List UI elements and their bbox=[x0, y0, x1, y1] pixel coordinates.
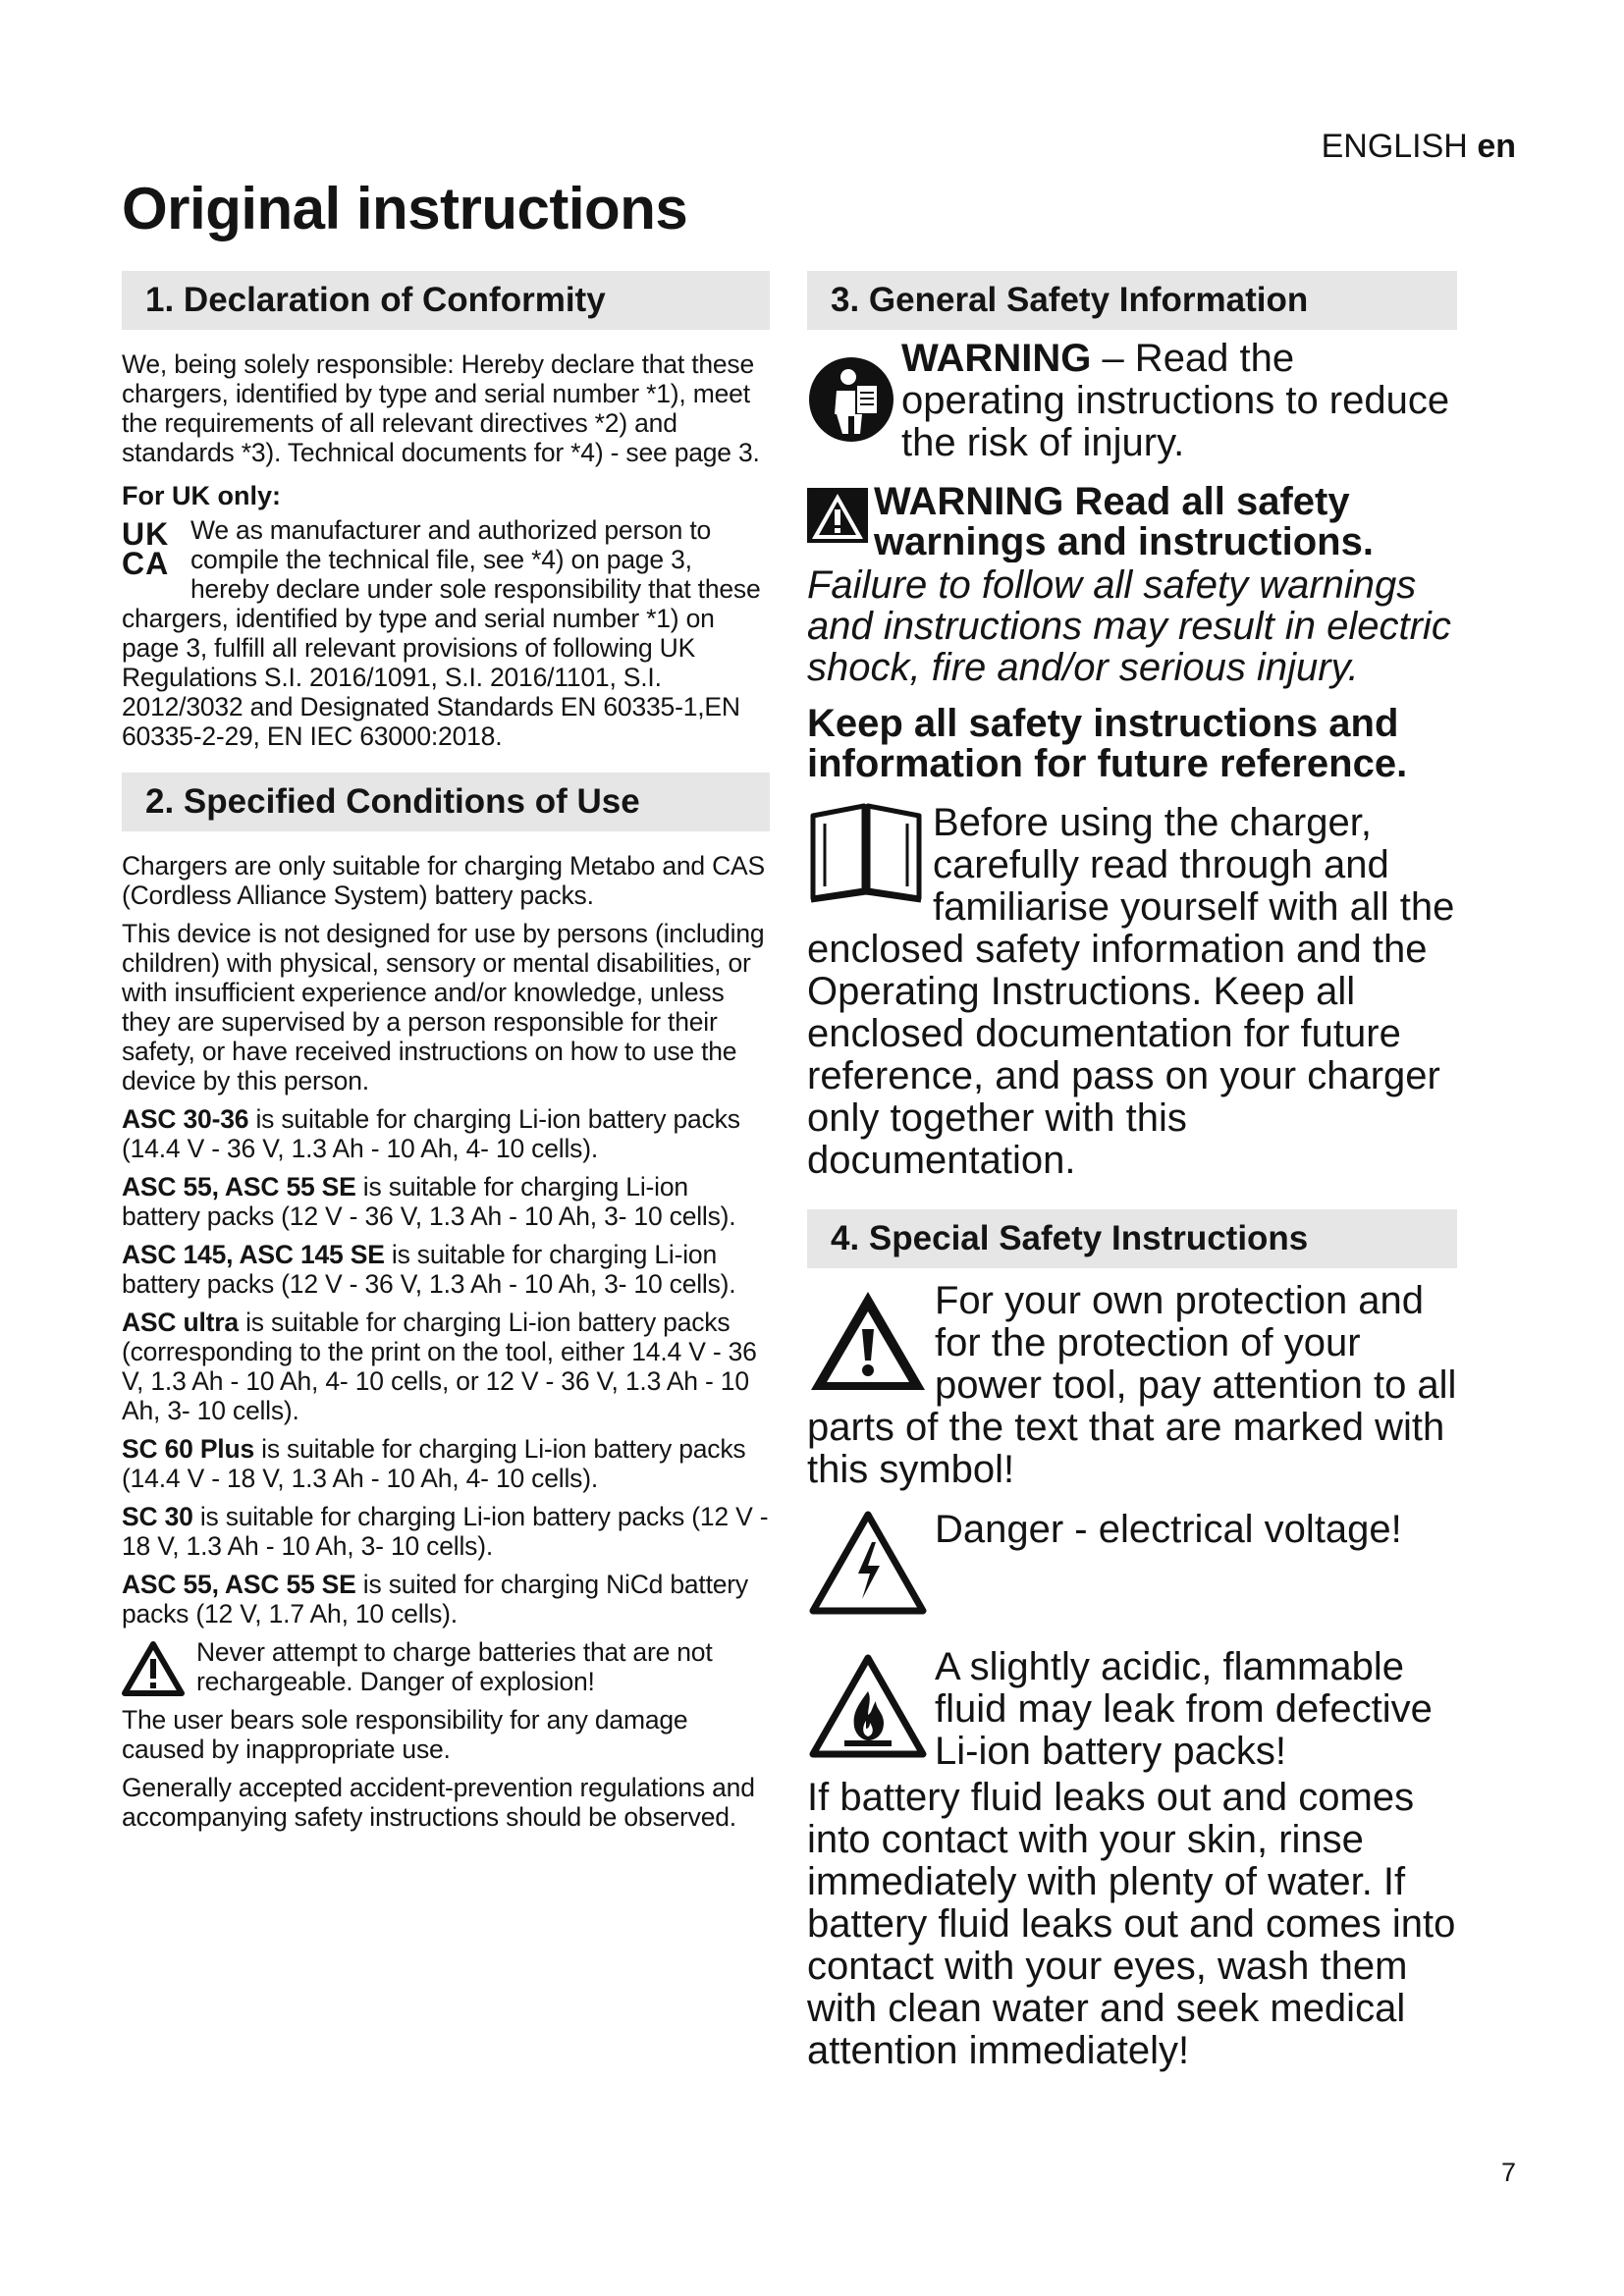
model-paragraph: ASC 55, ASC 55 SE is suited for charging NiCd battery packs (12 V, 1.7 Ah, 10 cells). bbox=[122, 1570, 748, 1629]
model-name: ASC 145, ASC 145 SE bbox=[122, 1240, 385, 1269]
model-paragraph: ASC 30-36 is suitable for charging Li-ion battery packs (14.4 V - 36 V, 1.3 Ah - 10 Ah, 4- 10 cells). bbox=[122, 1104, 740, 1163]
flammable-warning bbox=[807, 1646, 1457, 1773]
explosion-warning bbox=[122, 1637, 770, 1705]
warning-triangle-icon bbox=[122, 1641, 185, 1696]
model-name: ASC 30-36 bbox=[122, 1104, 249, 1134]
model-name: ASC 55, ASC 55 SE bbox=[122, 1570, 356, 1599]
language-code: en bbox=[1477, 128, 1516, 165]
responsibility-text: The user bears sole responsibility for any damage caused by inappropriate use. bbox=[122, 1705, 688, 1764]
electrical-danger-text: Danger - electrical voltage! bbox=[935, 1508, 1402, 1551]
symbol-attention bbox=[807, 1280, 1457, 1491]
flammable-icon bbox=[807, 1652, 929, 1762]
uk-only-heading: For UK only: bbox=[122, 481, 281, 510]
language-name: ENGLISH bbox=[1321, 128, 1468, 165]
keep-instructions-text: Keep all safety instructions and information for future reference. bbox=[807, 702, 1408, 785]
battery-fluid-instructions: If battery fluid leaks out and comes into contact with your skin, rinse immediately with plenty of water. If battery fluid leaks out and comes into contact with your eyes, wash them with clean water and seek medical attention immediately! bbox=[807, 1776, 1456, 2072]
model-paragraph: SC 60 Plus is suitable for charging Li-ion battery packs (14.4 V - 18 V, 1.3 Ah - 10 Ah, 4- 10 cells). bbox=[122, 1434, 746, 1493]
conditions-text-2: This device is not designed for use by persons (including children) with physical, sensory or mental disabilities, or with insufficient experience and/or knowledge, unless they are supervised by a person responsible for their safety, or have received instructions on how to use the device by this person. bbox=[122, 919, 765, 1095]
model-paragraph: SC 30 is suitable for charging Li-ion battery packs (12 V - 18 V, 1.3 Ah - 10 Ah, 3- 10 cells). bbox=[122, 1502, 769, 1561]
model-name: ASC ultra bbox=[122, 1308, 239, 1337]
left-column bbox=[122, 271, 770, 1841]
uk-declaration bbox=[122, 515, 770, 751]
model-name: ASC 55, ASC 55 SE bbox=[122, 1172, 356, 1201]
ukca-mark-bottom: CA bbox=[122, 546, 170, 581]
document-title: Original instructions bbox=[122, 176, 688, 241]
language-label bbox=[1322, 128, 1516, 166]
read-manual-warning bbox=[807, 338, 1457, 464]
model-paragraph: ASC ultra is suitable for charging Li-ion battery packs (corresponding to the print on the tool, either 14.4 V - 36 V, 1.3 Ah - 10 Ah, 4- 10 cells, or 12 V - 36 V, 1.3 Ah - 10 Ah, 3- 10 cells). bbox=[122, 1308, 757, 1425]
manual-info-text: Before using the charger, carefully read through and familiarise yourself with all the enclosed safety information and the Operating Instructions. Keep all enclosed documentation for future reference, and pass on your charger only together with this documentation. bbox=[807, 801, 1455, 1182]
warning-triangle-icon bbox=[807, 488, 868, 543]
right-column bbox=[807, 271, 1457, 2072]
model-paragraph: ASC 145, ASC 145 SE is suitable for charging Li-ion battery packs (12 V - 36 V, 1.3 Ah - 10 Ah, 3- 10 cells). bbox=[122, 1240, 736, 1299]
section-3-heading: 3. General Safety Information bbox=[807, 271, 1457, 330]
model-paragraph: ASC 55, ASC 55 SE is suitable for charging Li-ion battery packs (12 V - 36 V, 1.3 Ah - 10 Ah, 3- 10 cells). bbox=[122, 1172, 736, 1231]
uk-declaration-text: We as manufacturer and authorized person to compile the technical file, see *4) on page 3, hereby declare under sole responsibility that these chargers, identified by type and serial number *1) on page 3, fulfill all relevant provisions of following UK Regulations S.I. 2016/1091, S.I. 2016/1101, S.I. 2012/3032 and Designated Standards EN 60335-1,EN 60335-2-29, EN IEC 63000:2018. bbox=[122, 515, 761, 751]
regulations-text: Generally accepted accident-prevention regulations and accompanying safety instructions should be observed. bbox=[122, 1773, 755, 1832]
section-4-heading: 4. Special Safety Instructions bbox=[807, 1209, 1457, 1268]
electrical-danger bbox=[807, 1503, 1457, 1619]
page-number: 7 bbox=[1500, 2158, 1516, 2187]
model-name: SC 60 Plus bbox=[122, 1434, 254, 1464]
ukca-mark-top: UK bbox=[122, 516, 170, 552]
symbol-attention-text: For your own protection and for the protection of your power tool, pay attention to all parts of the text that are marked with this symbol! bbox=[807, 1279, 1457, 1491]
failure-warning-text: Failure to follow all safety warnings and instructions may result in electric shock, fire and/or serious injury. bbox=[807, 563, 1451, 689]
open-book-icon bbox=[807, 802, 925, 906]
explosion-warning-text: Never attempt to charge batteries that are not rechargeable. Danger of explosion! bbox=[196, 1637, 713, 1696]
read-manual-text: WARNING – Read the operating instructions to reduce the risk of injury. bbox=[901, 338, 1450, 464]
warning-word: WARNING bbox=[901, 338, 1092, 380]
read-manual-icon bbox=[807, 355, 895, 444]
manual-info bbox=[807, 802, 1457, 1182]
conditions-text-1: Chargers are only suitable for charging Metabo and CAS (Cordless Alliance System) battery packs. bbox=[122, 851, 766, 910]
warning-triangle-icon bbox=[807, 1288, 929, 1394]
general-warning-text: WARNING Read all safety warnings and instructions. bbox=[874, 482, 1374, 562]
section-2-heading: 2. Specified Conditions of Use bbox=[122, 773, 770, 831]
section-1-heading: 1. Declaration of Conformity bbox=[122, 271, 770, 330]
flammable-warning-text: A slightly acidic, flammable fluid may leak from defective Li-ion battery packs! bbox=[935, 1646, 1433, 1773]
model-name: SC 30 bbox=[122, 1502, 193, 1531]
ukca-mark-icon bbox=[122, 516, 183, 581]
general-warning bbox=[807, 482, 1457, 562]
electrical-voltage-icon bbox=[807, 1509, 929, 1619]
declaration-text: We, being solely responsible: Hereby declare that these chargers, identified by type and serial number *1), meet the requirements of all relevant directives *2) and standards *3). Technical documents for *4) - see page 3. bbox=[122, 349, 760, 467]
